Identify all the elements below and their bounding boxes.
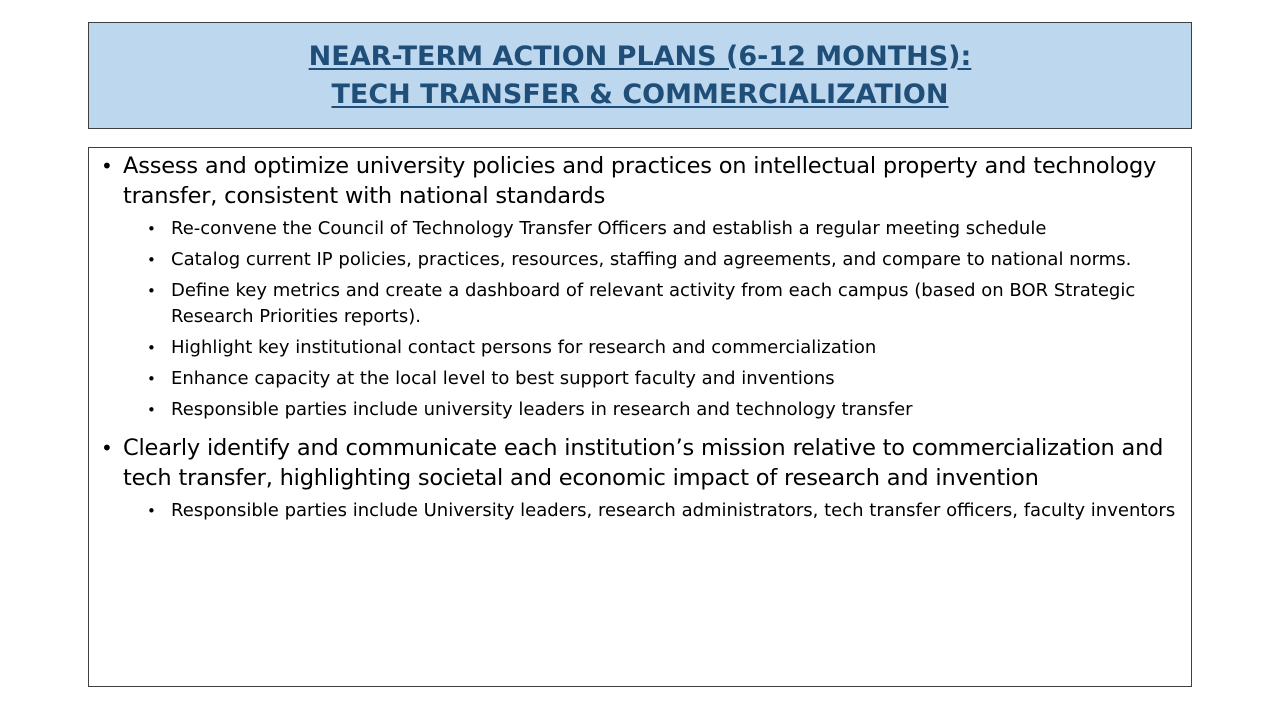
content-panel — [88, 147, 1192, 687]
sub-bullet-item — [89, 247, 1191, 273]
sub-bullet-text: Highlight key institutional contact persons for research and commercialization — [171, 337, 877, 358]
bullet-text: Clearly identify and communicate each institution’s mission relative to commercialization and tech transfer, highlighting societal and economic impact of research and invention — [123, 435, 1164, 491]
bullet-list — [89, 151, 1191, 524]
sub-bullet-icon: • — [147, 282, 156, 300]
sub-bullet-item — [89, 335, 1191, 361]
sub-bullet-icon: • — [147, 339, 156, 357]
sub-bullet-text: Responsible parties include University leaders, research administrators, tech transfer officers, faculty inventors — [171, 500, 1176, 521]
sub-bullet-item — [89, 216, 1191, 242]
bullet-icon: • — [101, 154, 113, 178]
sub-bullet-item — [89, 366, 1191, 392]
sub-bullet-item — [89, 278, 1191, 330]
sub-bullet-icon: • — [147, 220, 156, 238]
sub-bullet-text: Responsible parties include university leaders in research and technology transfer — [171, 399, 913, 420]
sub-bullet-icon: • — [147, 502, 156, 520]
bullet-item — [89, 433, 1191, 493]
sub-bullet-icon: • — [147, 370, 156, 388]
bullet-item — [89, 151, 1191, 211]
bullet-text: Assess and optimize university policies and practices on intellectual property and technology transfer, consistent with national standards — [123, 153, 1157, 209]
sub-bullet-item — [89, 397, 1191, 423]
title-line-2: TECH TRANSFER & COMMERCIALIZATION — [331, 78, 949, 110]
bullet-icon: • — [101, 436, 113, 460]
sub-bullet-icon: • — [147, 401, 156, 419]
sub-bullet-text: Enhance capacity at the local level to best support faculty and inventions — [171, 368, 835, 389]
title-line-1: NEAR-TERM ACTION PLANS (6-12 MONTHS): — [308, 40, 972, 72]
sub-bullet-item — [89, 498, 1191, 524]
title-banner — [88, 22, 1192, 129]
sub-bullet-text: Re-convene the Council of Technology Transfer Officers and establish a regular meeting schedule — [171, 218, 1047, 239]
sub-bullet-text: Define key metrics and create a dashboard of relevant activity from each campus (based on BOR Strategic Research Priorities reports). — [171, 280, 1136, 327]
sub-bullet-icon: • — [147, 251, 156, 269]
sub-bullet-text: Catalog current IP policies, practices, resources, staffing and agreements, and compare to national norms. — [171, 249, 1132, 270]
